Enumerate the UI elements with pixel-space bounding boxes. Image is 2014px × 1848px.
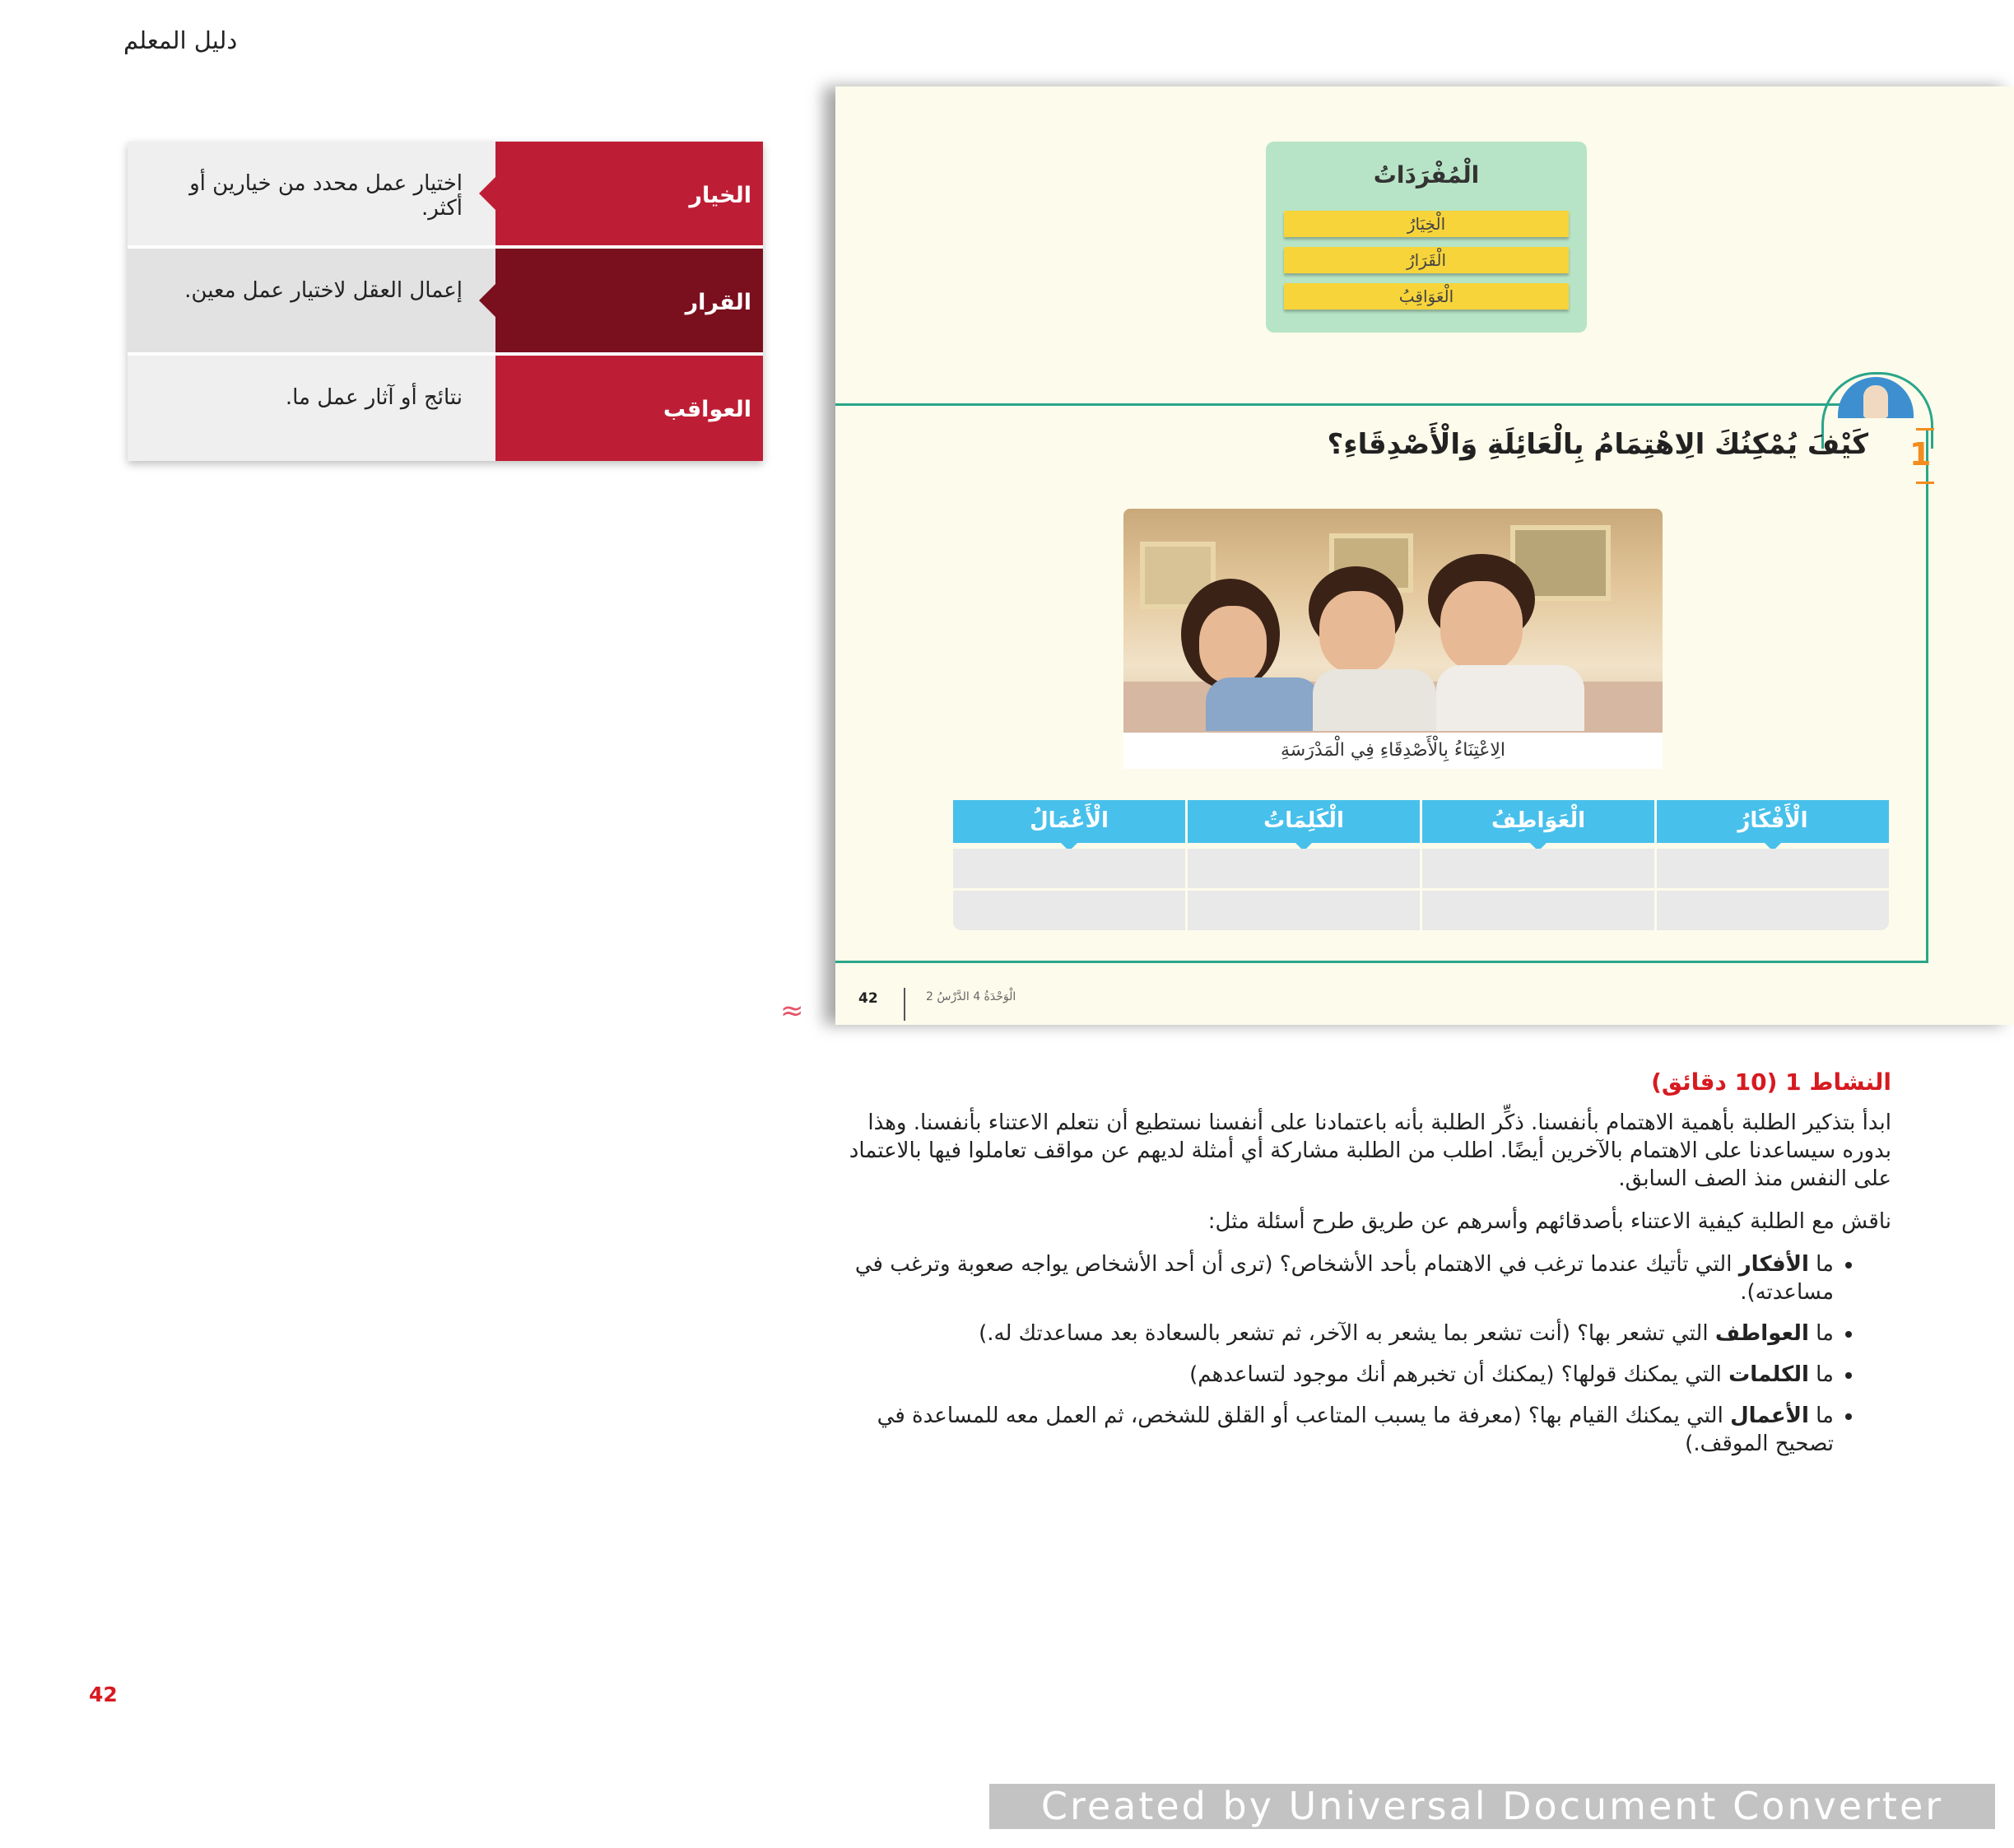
unit-lesson-label: الْوَحْدَةُ 4 الدَّرْسُ 2 (926, 990, 1016, 1003)
activity-paragraph: ابدأ بتذكير الطلبة بأهمية الاهتمام بأنفسنا. ذكِّر الطلبة بأنه باعتمادنا على أنفسنا نستطيع أن نتعلم الاعتناء بأنفسنا. وهذا بدوره سيساعدنا على الاهتمام بالآخرين أيضًا. اطلب من الطلبة مشاركة أي أمثلة لديهم عن مواقف تعاملوا فيها بالاعتماد على النفس منذ الصف السابق. (849, 1110, 1891, 1191)
glossary-term-label: القرار (685, 290, 751, 315)
vocabulary-item: الْعَوَاقِبُ (1284, 283, 1569, 310)
question-frame (835, 961, 1928, 963)
page-number: 42 (89, 1683, 118, 1706)
table-cell (953, 849, 1185, 888)
children-photo (1123, 509, 1663, 733)
table-header-emotions: الْعَوَاطِفُ (1422, 800, 1654, 843)
guide-title: دليل المعلم (123, 26, 238, 54)
list-item: • ما الأعمال التي يمكنك القيام بها؟ (معرفة ما يسبب المتاعب أو القلق للشخص، ثم العمل معه للمساعدة في تصحيح الموقف.) (840, 1402, 1834, 1458)
table-cell (1422, 891, 1654, 930)
glossary-term-label: الخيار (689, 183, 751, 208)
glossary-row (128, 356, 763, 461)
glossary-term (495, 142, 763, 245)
vocabulary-title: الْمُفْرَدَاتُ (1373, 161, 1480, 189)
watermark: Created by Universal Document Converter (989, 1784, 1995, 1829)
discussion-questions (840, 1250, 1891, 1458)
activity-section (840, 1068, 1891, 1471)
activity-title: النشاط 1 (10 دقائق) (1651, 1068, 1891, 1096)
glossary-definition: اختيار عمل محدد من خيارين أو أكثر. (128, 142, 495, 245)
glossary-row (128, 249, 763, 352)
glossary-term-label: العواقب (663, 397, 751, 422)
table-cell (1188, 891, 1420, 930)
activity-paragraph: ناقش مع الطلبة كيفية الاعتناء بأصدقائهم وأسرهم عن طريق طرح أسئلة مثل: (1207, 1209, 1891, 1234)
question-frame (1926, 428, 1928, 963)
glossary-term (495, 249, 763, 352)
list-item: • ما الكلمات التي يمكنك قولها؟ (يمكنك أن تخبرهم أنك موجود لتساعدهم) (840, 1361, 1834, 1389)
glossary-definition: نتائج أو آثار عمل ما. (128, 356, 495, 461)
table-cell (1188, 849, 1420, 888)
table-header-words: الْكَلِمَاتُ (1188, 800, 1420, 843)
glossary-row (128, 142, 763, 245)
question-frame (835, 403, 1895, 406)
table-cell (1422, 849, 1654, 888)
photo-caption: الِاعْتِنَاءُ بِالْأَصْدِقَاءِ فِي الْمَدْرَسَةِ (1123, 733, 1663, 769)
glossary-term (495, 356, 763, 461)
question-number: 1 (1909, 436, 1932, 472)
glossary-table (128, 142, 763, 461)
table-header-actions: الْأَعْمَالُ (953, 800, 1185, 843)
table-cell (1657, 891, 1889, 930)
table-header-thoughts: الْأَفْكَارُ (1657, 800, 1889, 843)
textbook-page-number: 42 (858, 990, 878, 1007)
vocabulary-item: الْقَرَارُ (1284, 247, 1569, 273)
question-heading: كَيْفَ يُمْكِنُكَ الِاهْتِمَامُ بِالْعَائِلَةِ وَالْأَصْدِقَاءِ؟ (1327, 428, 1868, 461)
decorative-squiggle-icon: ≈ (780, 994, 804, 1027)
table-cell (1657, 849, 1889, 888)
vocabulary-item: الْخِيَارُ (1284, 211, 1569, 237)
table-cell (953, 891, 1185, 930)
glossary-definition: إعمال العقل لاختيار عمل معين. (128, 249, 495, 352)
list-item: • ما الأفكار التي تأتيك عندما ترغب في الاهتمام بأحد الأشخاص؟ (ترى أن أحد الأشخاص يواجه صعوبة وترغب في مساعدته). (840, 1250, 1834, 1306)
list-item: • ما العواطف التي تشعر بها؟ (أنت تشعر بما يشعر به الآخر، ثم تشعر بالسعادة بعد مساعدتك له.) (840, 1320, 1834, 1348)
vocabulary-box (1266, 142, 1587, 333)
